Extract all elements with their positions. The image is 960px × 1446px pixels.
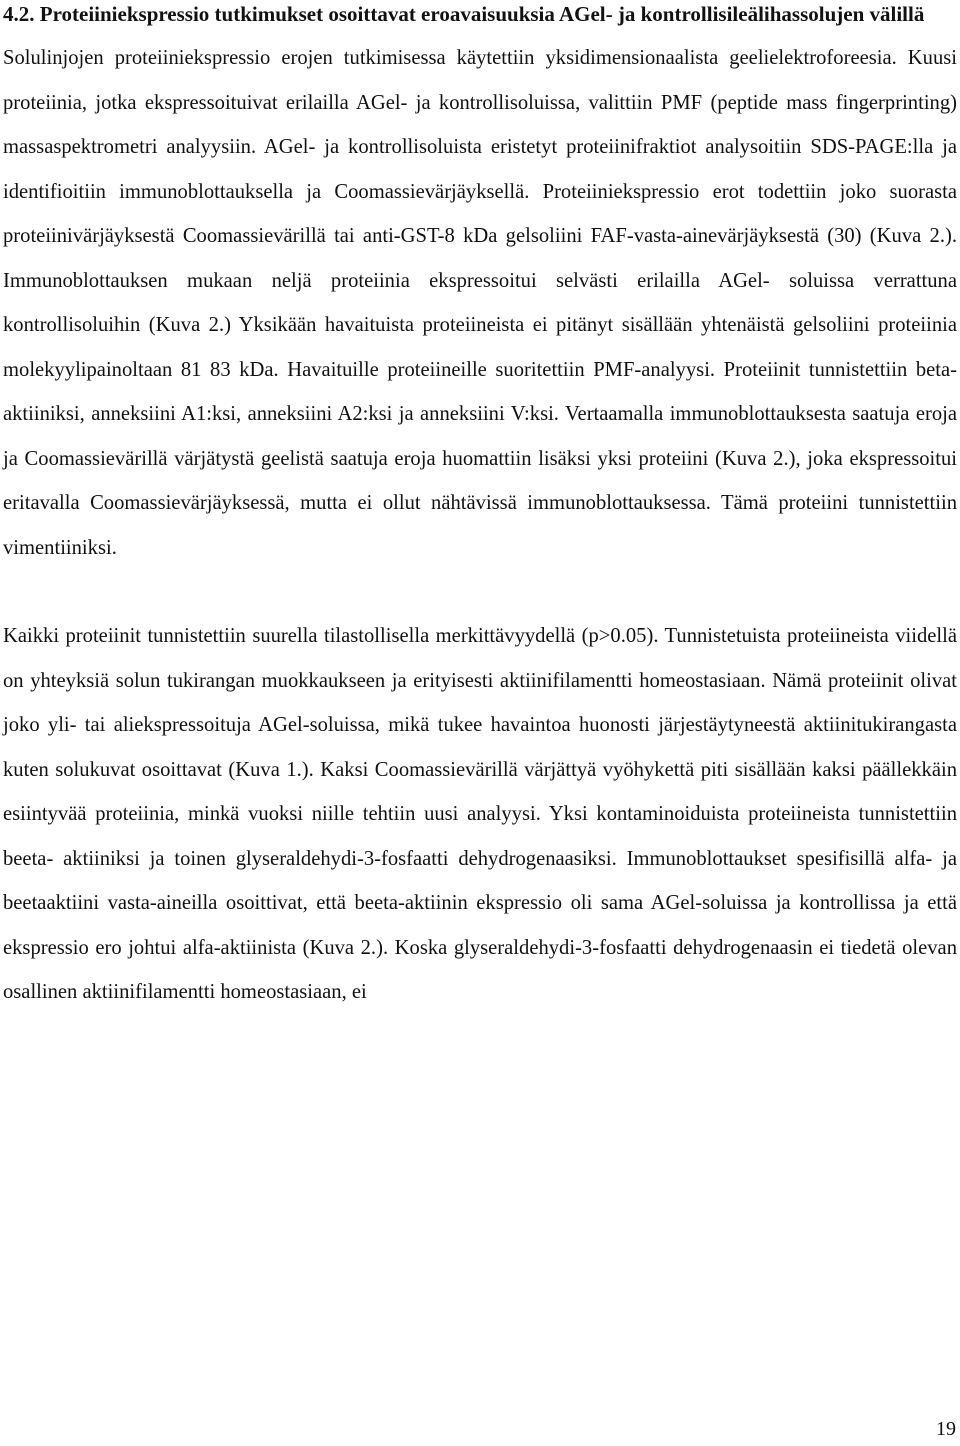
paragraph-1: Solulinjojen proteiiniekspressio erojen tutkimisessa käytettiin yksidimensionaalista geelielektroforeesia. Kuusi proteiinia, jotka ekspressoituivat erilailla AGel- ja kontrollisoluissa, valittiin PMF (peptide mass fingerprinting) massaspektrometri analyysiin. AGel- ja kontrollisoluista eristetyt proteiinifraktiot analysoitiin SDS-PAGE:lla ja identifioitiin immunoblottauksella ja Coomassievärjäyksellä. Proteiiniekspressio erot todettiin joko suorasta proteiinivärjäyksestä Coomassievärillä tai anti-GST-8 kDa gelsoliini FAF-vasta-ainevärjäyksestä (30) (Kuva 2.). Immunoblottauksen mukaan neljä proteiinia ekspressoitui selvästi erilailla AGel- soluissa verrattuna kontrollisoluihin (Kuva 2.) Yksikään havaituista proteiineista ei pitänyt sisällään yhtenäistä gelsoliini proteiinia molekyylipainoltaan 81 83 kDa. Havaituille proteiineille suoritettiin PMF-analyysi. Proteiinit tunnistettiin beta-aktiiniksi, anneksiini A1:ksi, anneksiini A2:ksi ja anneksiini V:ksi. Vertaamalla immunoblottauksesta saatuja eroja ja Coomassievärillä värjätystä geelistä saatuja eroja huomattiin lisäksi yksi proteiini (Kuva 2.), joka ekspressoitui eritavalla Coomassievärjäyksessä, mutta ei ollut nähtävissä immunoblottauksessa. Tämä proteiini tunnistettiin vimentiiniksi. [3,47,957,559]
document-page [3,0,957,1015]
paragraph-2: Kaikki proteiinit tunnistettiin suurella tilastollisella merkittävyydellä (p>0.05). Tunnistetuista proteiineista viidellä on yhteyksiä solun tukirangan muokkaukseen ja erityisesti aktiinifilamentti homeostasiaan. Nämä proteiinit olivat joko yli- tai aliekspressoituja AGel-soluissa, mikä tukee havaintoa huonosti järjestäytyneestä aktiinitukirangasta kuten solukuvat osoittavat (Kuva 1.). Kaksi Coomassievärillä värjättyä vyöhykettä piti sisällään kaksi päällekkäin esiintyvää proteiinia, minkä vuoksi niille tehtiin uusi analyysi. Yksi kontaminoiduista proteiineista tunnistettiin beeta- aktiiniksi ja toinen glyseraldehydi-3-fosfaatti dehydrogenaasiksi. Immunoblottaukset spesifisillä alfa- ja beetaaktiini vasta-aineilla osoittivat, että beeta-aktiinin ekspressio oli sama AGel-soluissa ja kontrollissa ja että ekspressio ero johtui alfa-aktiinista (Kuva 2.). Koska glyseraldehydi-3-fosfaatti dehydrogenaasin ei tiedetä olevan osallinen aktiinifilamentti homeostasiaan, ei [3,625,957,1003]
page-number: 19 [936,1418,956,1440]
section-heading-block [3,0,957,36]
paragraph-spacer [3,570,957,614]
section-heading: 4.2. Proteiiniekspressio tutkimukset osoittavat eroavaisuuksia AGel- ja kontrollisileälihassolujen välillä [3,2,925,26]
